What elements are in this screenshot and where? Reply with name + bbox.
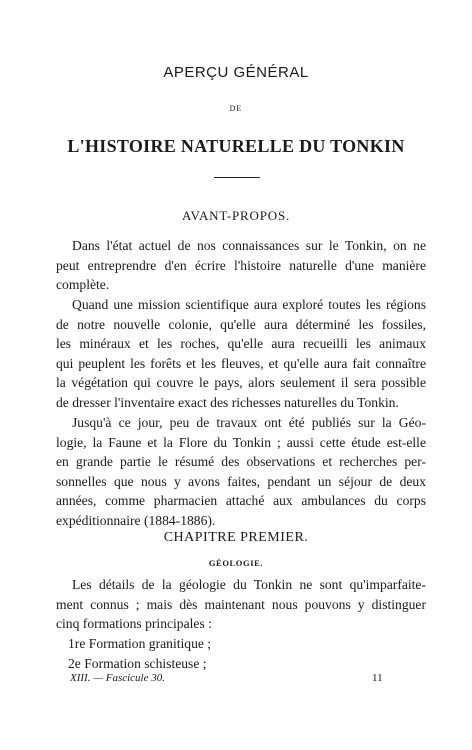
formations-list [56, 634, 426, 673]
paragraph-line: Les détails de la géologie du Tonkin ne sont qu'imparfaite- [72, 577, 426, 592]
paragraph-3 [56, 413, 426, 531]
paragraph-2 [56, 295, 426, 413]
list-item: 2e Formation schisteuse ; [68, 655, 207, 671]
chapter-intro-paragraph [56, 575, 426, 634]
paragraph-line: de notre nouvelle colonie, qu'elle aura déterminé les fossiles, [56, 316, 426, 332]
paragraph-line: Jusqu'à ce jour, peu de travaux ont été publiés sur la Géo- [72, 415, 426, 430]
paragraph-line: cinq formations principales : [56, 616, 212, 632]
main-title-line-1: APERÇU GÉNÉRAL [163, 64, 309, 81]
page-footer [0, 672, 472, 688]
paragraph-line: logie, la Faune et la Flore du Tonkin ; aussi cette étude est-elle [56, 434, 426, 450]
paragraph-line: Dans l'état actuel de nos connaissances sur le Tonkin, on ne [72, 238, 426, 253]
paragraph-line: peut entreprendre d'en écrire l'histoire naturelle d'une manière [56, 257, 426, 273]
paragraph-line: sonnelles que nous y avons faites, pendant un séjour de deux [56, 473, 426, 489]
paragraph-line: ment connus ; mais dès maintenant nous pouvons y distinguer [56, 596, 426, 612]
paragraph-1 [56, 236, 426, 295]
chapter-title: CHAPITRE PREMIER. [163, 530, 309, 545]
printer-signature: XIII. — Fascicule 30. [70, 672, 165, 684]
paragraph-line: les minéraux et les roches, qu'elle aura recueilli les animaux [56, 336, 426, 352]
paragraph-line: complète. [56, 277, 110, 293]
chapter-subtitle: GÉOLOGIE. [208, 558, 264, 568]
title-connector: DE [229, 104, 243, 113]
list-item: 1re Formation granitique ; [68, 636, 212, 651]
paragraph-line: de dresser l'inventaire exact des richesses naturelles du Tonkin. [56, 394, 399, 410]
paragraph-line: qui peuplent les forêts et les fleuves, et qu'elle aura fait connaître [56, 355, 426, 371]
paragraph-line: la végétation qui couvre le pays, alors seulement il sera possible [56, 375, 426, 391]
paragraph-line: en grande partie le résumé des observations et recherches per- [56, 454, 426, 470]
title-rule [214, 177, 260, 178]
sheet-number: 11 [372, 672, 383, 684]
paragraph-line: Quand une mission scientifique aura exploré toutes les régions [72, 297, 426, 312]
paragraph-line: années, comme pharmacien attaché aux ambulances du corps [56, 493, 426, 509]
section-heading-avant-propos: AVANT-PROPOS. [181, 208, 291, 223]
paragraph-line: expéditionnaire (1884-1886). [56, 512, 216, 528]
main-title-line-2: L'HISTOIRE NATURELLE DU TONKIN [67, 136, 405, 156]
